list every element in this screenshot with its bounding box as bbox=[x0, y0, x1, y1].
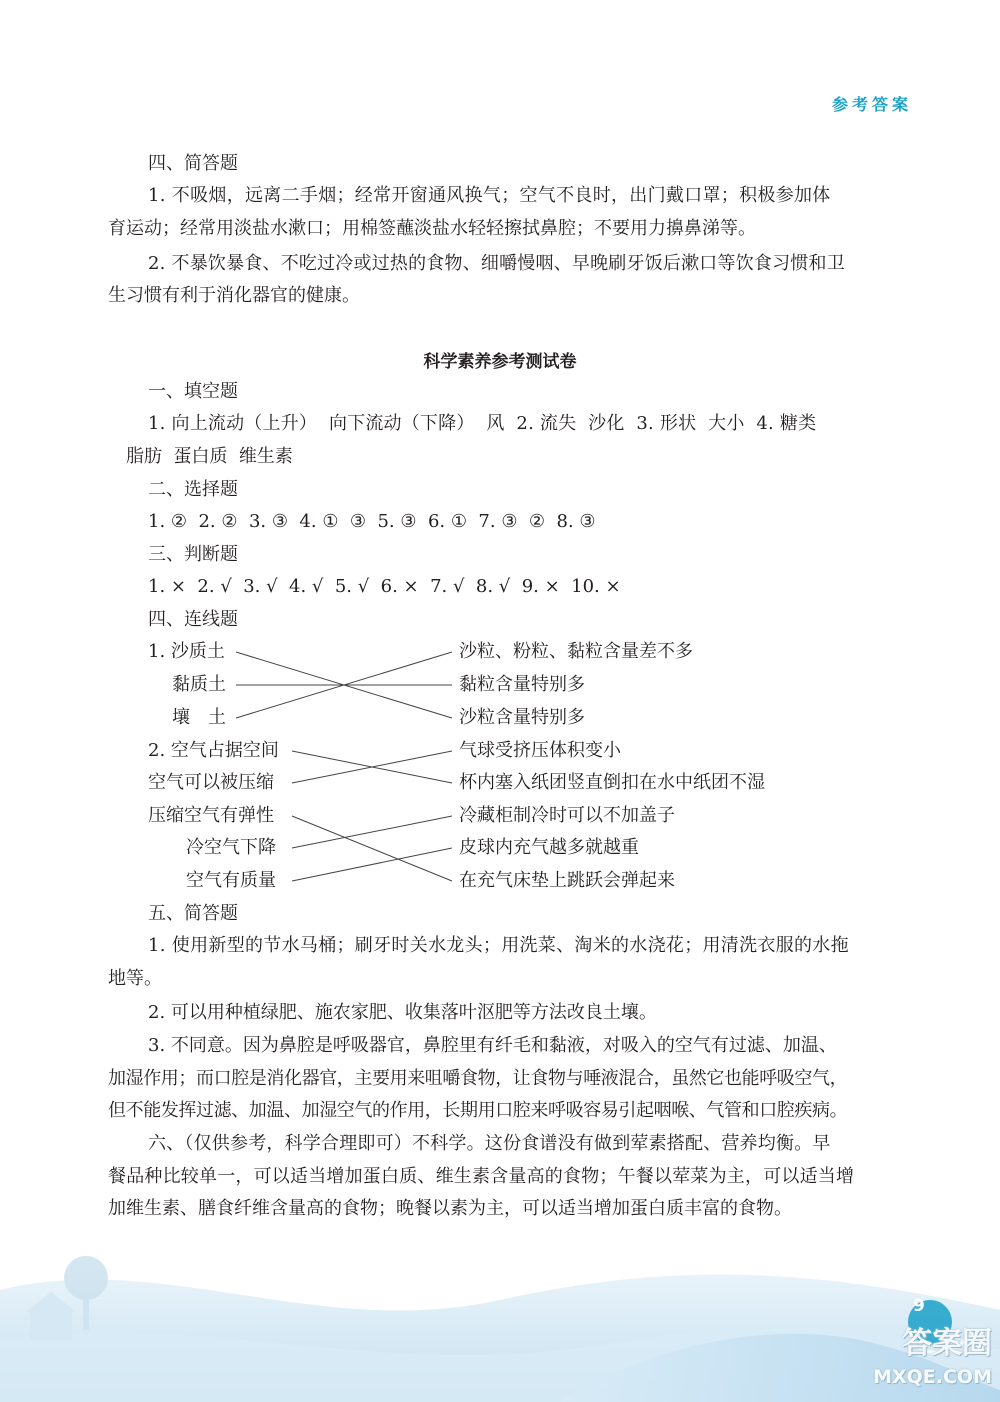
answer-line: 1. × 2. √ 3. √ 4. √ 5. √ 6. × 7. √ 8. √ 9. × 10. × bbox=[148, 576, 621, 597]
answer-line: 但不能发挥过滤、加温、加湿空气的作用，长期用口腔来呼吸容易引起咽喉、气管和口腔疾病。 bbox=[108, 1100, 848, 1121]
watermark bbox=[820, 1318, 992, 1388]
answer-line: 1. 向上流动（上升） 向下流动（下降） 风 2. 流失 沙化 3. 形状 大小 4. 糖类 bbox=[148, 413, 817, 434]
match-right-item: 黏粒含量特别多 bbox=[459, 674, 585, 695]
heading-fill-blank: 一、填空题 bbox=[148, 381, 238, 402]
watermark-url: MXQE.COM bbox=[873, 1366, 992, 1388]
answer-line: 生习惯有利于消化器官的健康。 bbox=[108, 285, 360, 306]
heading-short-answer: 五、简答题 bbox=[148, 903, 238, 924]
test-title: 科学素养参考测试卷 bbox=[423, 352, 577, 372]
watermark-title: 答案圈 bbox=[902, 1326, 992, 1361]
answer-line: 育运动；经常用淡盐水漱口；用棉签蘸淡盐水轻轻擦拭鼻腔；不要用力擤鼻涕等。 bbox=[108, 218, 756, 239]
heading-short-answer: 四、简答题 bbox=[148, 153, 238, 174]
answer-line: 2. 不暴饮暴食、不吃过冷或过热的食物、细嚼慢咽、早晚刷牙饭后漱口等饮食习惯和卫 bbox=[148, 253, 845, 274]
match-right-item: 杯内塞入纸团竖直倒扣在水中纸团不湿 bbox=[459, 772, 765, 793]
heading-true-false: 三、判断题 bbox=[148, 544, 238, 565]
answer-line: 餐品种比较单一，可以适当增加蛋白质、维生素含量高的食物；午餐以荤菜为主，可以适当增 bbox=[108, 1166, 855, 1187]
heading-multiple-choice: 二、选择题 bbox=[148, 479, 238, 500]
match-left-item: 空气可以被压缩 bbox=[148, 772, 274, 793]
match-left-item: 黏质土 bbox=[172, 674, 226, 695]
heading-matching: 四、连线题 bbox=[148, 609, 238, 630]
answer-line: 2. 可以用种植绿肥、施农家肥、收集落叶沤肥等方法改良土壤。 bbox=[148, 1002, 657, 1023]
answer-line: 3. 不同意。因为鼻腔是呼吸器官，鼻腔里有纤毛和黏液，对吸入的空气有过滤、加温、 bbox=[148, 1035, 837, 1056]
answer-line: 地等。 bbox=[108, 968, 162, 989]
answer-line: 脂肪 蛋白质 维生素 bbox=[126, 446, 293, 467]
match-line bbox=[292, 816, 452, 881]
match-left-item: 1. 沙质土 bbox=[148, 641, 225, 662]
answer-line: 加维生素、膳食纤维含量高的食物；晚餐以素为主，可以适当增加蛋白质丰富的食物。 bbox=[108, 1198, 792, 1219]
answer-line: 1. 使用新型的节水马桶；刷牙时关水龙头；用洗菜、淘米的水浇花；用清洗衣服的水拖 bbox=[148, 935, 849, 956]
match-left-item: 2. 空气占据空间 bbox=[148, 740, 279, 761]
match-left-item: 压缩空气有弹性 bbox=[148, 805, 274, 826]
answer-line: 1. 不吸烟，远离二手烟；经常开窗通风换气；空气不良时，出门戴口罩；积极参加体 bbox=[148, 185, 831, 206]
match-right-item: 气球受挤压体积变小 bbox=[459, 740, 621, 761]
match-line bbox=[292, 751, 452, 783]
match-right-item: 在充气床垫上跳跃会弹起来 bbox=[459, 870, 675, 891]
match-line bbox=[292, 816, 452, 848]
section-label: 参考答案 bbox=[831, 95, 912, 114]
match-line bbox=[236, 652, 452, 718]
answer-line: 1. ② 2. ② 3. ③ 4. ① ③ 5. ③ 6. ① 7. ③ ② 8. ③ bbox=[148, 511, 596, 532]
match-left-item: 空气有质量 bbox=[186, 870, 276, 891]
answer-line: 六、（仅供参考，科学合理即可）不科学。这份食谱没有做到荤素搭配、营养均衡。早 bbox=[148, 1133, 831, 1154]
match-left-item: 冷空气下降 bbox=[186, 837, 276, 858]
match-right-item: 冷藏柜制冷时可以不加盖子 bbox=[459, 805, 675, 826]
match-right-item: 皮球内充气越多就越重 bbox=[459, 837, 639, 858]
match-line bbox=[236, 652, 452, 718]
match-left-item: 壤 土 bbox=[172, 707, 226, 728]
match-right-item: 沙粒、粉粒、黏粒含量差不多 bbox=[459, 641, 693, 662]
match-line bbox=[292, 848, 452, 881]
answer-line: 加湿作用；而口腔是消化器官，主要用来咀嚼食物，让食物与唾液混合，虽然它也能呼吸空气， bbox=[108, 1068, 848, 1089]
match-right-item: 沙粒含量特别多 bbox=[459, 707, 585, 728]
page-number: 9 bbox=[913, 1296, 925, 1316]
match-line bbox=[292, 751, 452, 783]
